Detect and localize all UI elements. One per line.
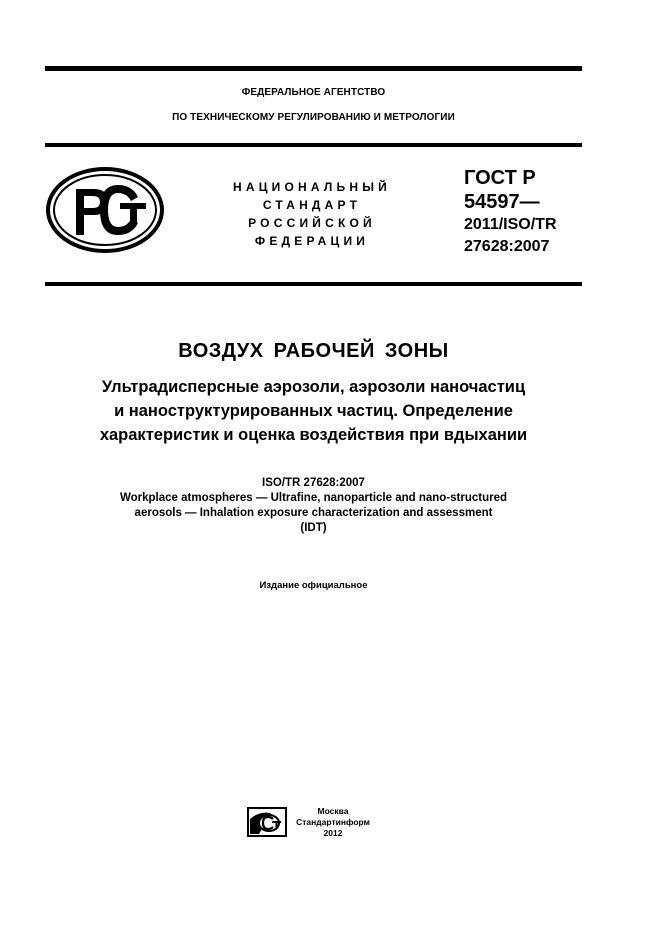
edition-label: Издание официальное (259, 580, 368, 591)
publisher-name: Стандартинформ (296, 817, 370, 827)
middle-rule (45, 143, 582, 147)
identity-mark: (IDT) (300, 522, 327, 534)
designation-line-3: 2011/ISO/TR (464, 216, 557, 233)
english-title-line-1: Workplace atmospheres — Ultrafine, nanoparticle and nano-structured (119, 492, 508, 504)
designation-line-1: ГОСТ Р (464, 167, 536, 189)
iso-reference-block (45, 476, 582, 536)
standard-designation (464, 166, 557, 258)
national-standard-label (212, 178, 412, 250)
publisher-block (292, 806, 374, 839)
standartinform-logo-icon (247, 807, 287, 837)
national-standard-line-3: РОССИЙСКОЙ (248, 216, 376, 230)
bottom-rule (45, 282, 582, 286)
national-standard-line-2: СТАНДАРТ (262, 198, 362, 212)
agency-line-1: ФЕДЕРАЛЬНОЕ АГЕНТСТВО (241, 87, 386, 98)
designation-line-4: 27628:2007 (464, 238, 550, 255)
subtitle-line-1: Ультрадисперсные аэрозоли, аэрозоли наночастиц (101, 378, 526, 396)
national-standard-line-1: НАЦИОНАЛЬНЫЙ (232, 180, 392, 194)
rst-emblem-icon (46, 167, 164, 253)
publication-year: 2012 (323, 828, 343, 838)
publisher-city: Москва (317, 806, 349, 816)
top-rule (45, 66, 582, 71)
national-standard-line-4: ФЕДЕРАЦИИ (254, 234, 370, 248)
subtitle-line-3: характеристик и оценка воздействия при вдыхании (99, 426, 528, 444)
subtitle-line-2: и наноструктурированных частиц. Определение (114, 402, 513, 420)
english-title-line-2: aerosols — Inhalation exposure characterization and assessment (134, 507, 493, 519)
document-title: ВОЗДУХ РАБОЧЕЙ ЗОНЫ (178, 340, 449, 362)
document-subtitle (40, 375, 587, 447)
designation-line-2: 54597— (464, 191, 540, 213)
agency-line-2: ПО ТЕХНИЧЕСКОМУ РЕГУЛИРОВАНИЮ И МЕТРОЛОГИИ (172, 112, 455, 123)
iso-reference: ISO/TR 27628:2007 (262, 477, 365, 489)
